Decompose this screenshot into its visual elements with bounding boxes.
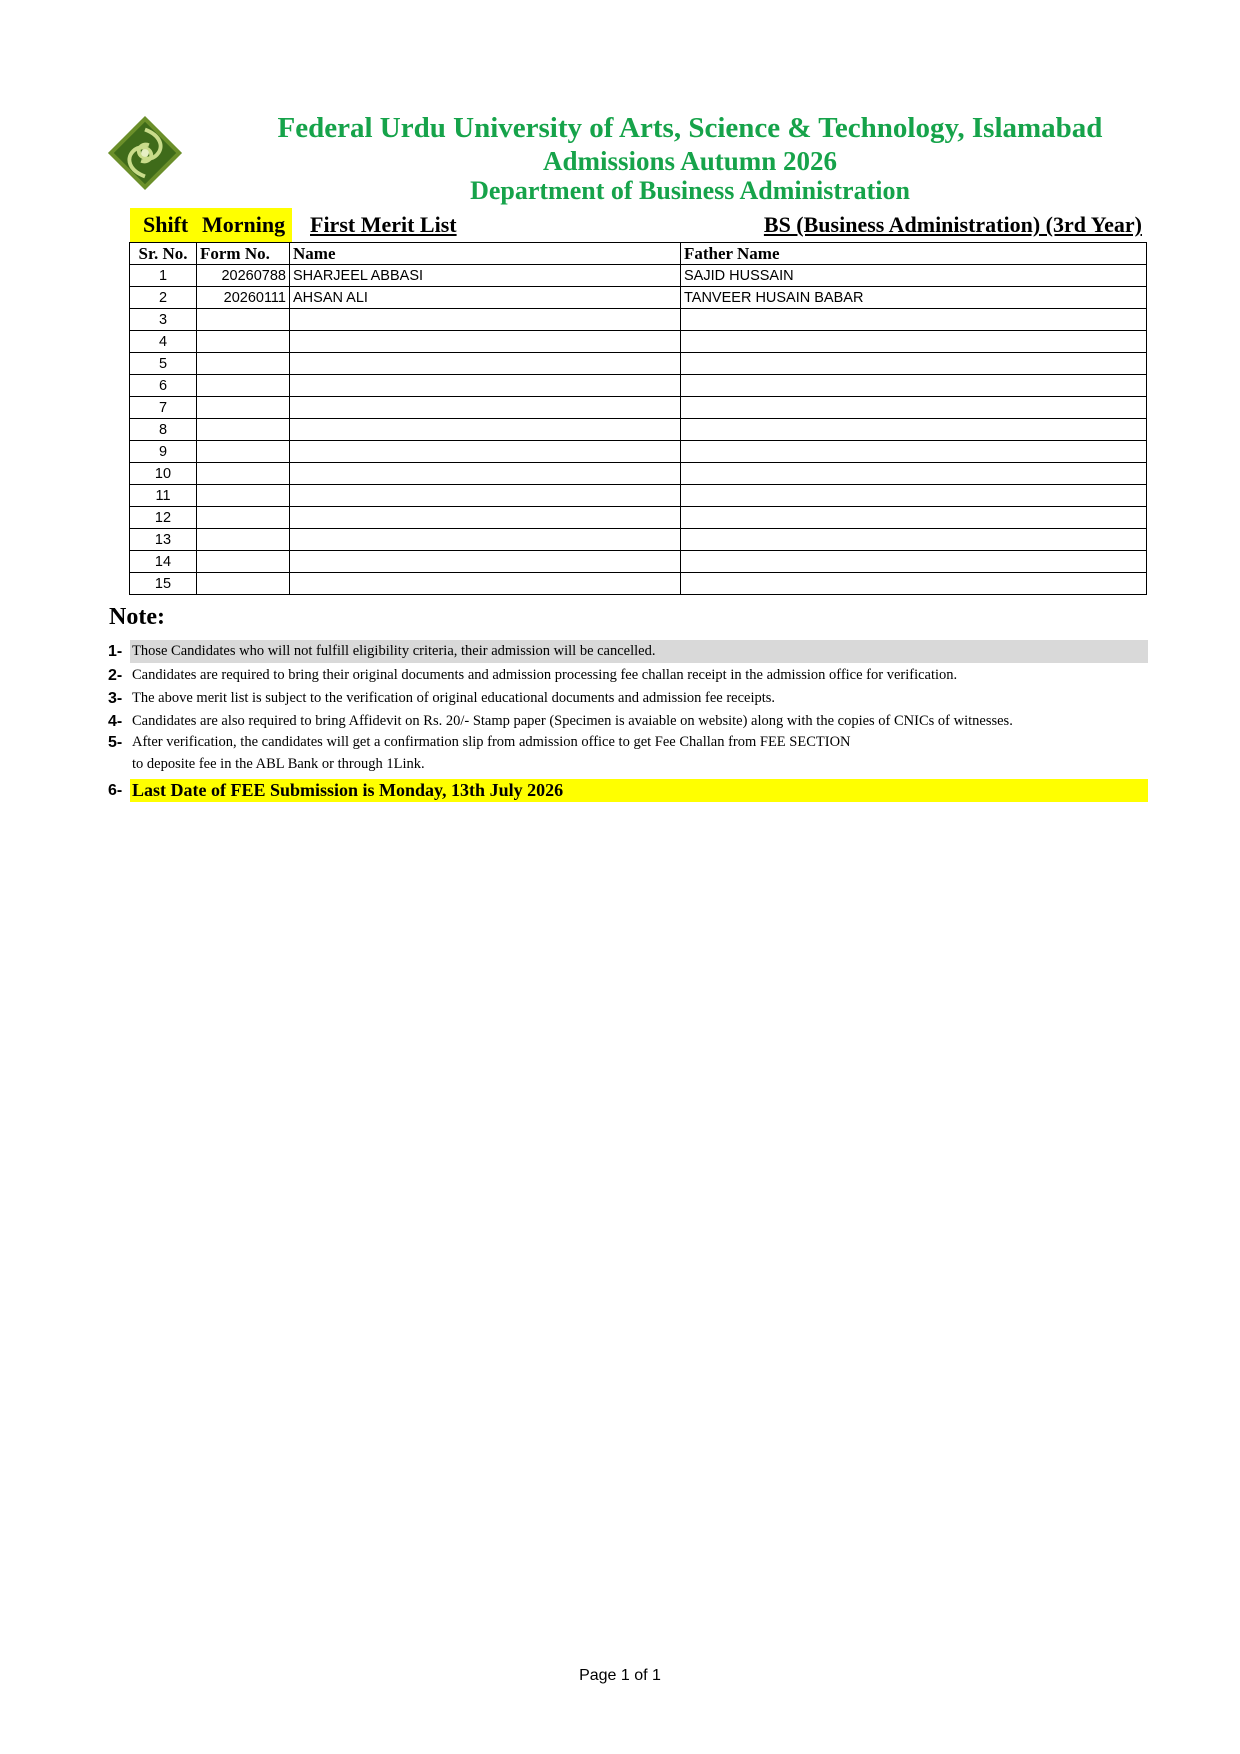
name-cell bbox=[290, 551, 681, 573]
form-no-cell bbox=[197, 419, 290, 441]
shift-box bbox=[130, 208, 292, 242]
note-item bbox=[108, 664, 1148, 687]
note-item bbox=[108, 687, 1148, 710]
note-number: 2- bbox=[108, 667, 123, 684]
father-name-cell bbox=[681, 309, 1147, 331]
father-name-cell bbox=[681, 375, 1147, 397]
sr-no-cell: 10 bbox=[130, 463, 197, 485]
form-no-cell bbox=[197, 309, 290, 331]
table-header-row bbox=[130, 243, 1147, 265]
sr-no-cell: 15 bbox=[130, 573, 197, 595]
sr-no-cell: 11 bbox=[130, 485, 197, 507]
note-text: Candidates are required to bring their original documents and admission processing fee challan receipt in the admission office for verification. bbox=[132, 667, 958, 683]
sr-no-cell: 2 bbox=[130, 287, 197, 309]
table-row bbox=[130, 265, 1147, 287]
name-cell bbox=[290, 529, 681, 551]
name-cell bbox=[290, 375, 681, 397]
form-no-cell bbox=[197, 353, 290, 375]
note-number: 3- bbox=[108, 690, 123, 707]
name-cell bbox=[290, 397, 681, 419]
father-name-cell bbox=[681, 551, 1147, 573]
name-cell bbox=[290, 441, 681, 463]
table-row bbox=[130, 529, 1147, 551]
name-cell bbox=[290, 463, 681, 485]
department-title: Department of Business Administration bbox=[470, 176, 910, 205]
father-name-cell bbox=[681, 397, 1147, 419]
father-name-cell bbox=[681, 331, 1147, 353]
note-text: Last Date of FEE Submission is Monday, 13th July 2026 bbox=[130, 779, 1148, 802]
form-no-cell bbox=[197, 463, 290, 485]
note-item bbox=[108, 731, 1148, 754]
shift-value: Morning bbox=[202, 212, 286, 237]
sr-no-cell: 14 bbox=[130, 551, 197, 573]
name-cell bbox=[290, 419, 681, 441]
father-name-cell bbox=[681, 353, 1147, 375]
form-no-cell bbox=[197, 331, 290, 353]
form-no-cell bbox=[197, 441, 290, 463]
form-no-cell bbox=[197, 375, 290, 397]
list-title: First Merit List bbox=[310, 212, 457, 237]
father-name-cell bbox=[681, 441, 1147, 463]
sr-no-cell: 7 bbox=[130, 397, 197, 419]
column-header-name: Name bbox=[290, 243, 681, 265]
sr-no-cell: 6 bbox=[130, 375, 197, 397]
table-row bbox=[130, 375, 1147, 397]
name-cell: SHARJEEL ABBASI bbox=[290, 265, 681, 287]
table-row bbox=[130, 331, 1147, 353]
form-no-cell bbox=[197, 507, 290, 529]
sr-no-cell: 3 bbox=[130, 309, 197, 331]
university-title: Federal Urdu University of Arts, Science & Technology, Islamabad bbox=[277, 112, 1103, 144]
table-row bbox=[130, 397, 1147, 419]
form-no-cell bbox=[197, 551, 290, 573]
note-text: The above merit list is subject to the verification of original educational documents and admission fee receipts. bbox=[132, 690, 776, 706]
note-item bbox=[108, 710, 1148, 733]
note-number: 5- bbox=[108, 734, 123, 751]
table-row bbox=[130, 485, 1147, 507]
note-item-deadline bbox=[108, 779, 1148, 802]
name-cell bbox=[290, 331, 681, 353]
notes-title: Note: bbox=[109, 604, 165, 630]
table-row bbox=[130, 441, 1147, 463]
admissions-title: Admissions Autumn 2026 bbox=[542, 146, 838, 176]
page-number: Page 1 of 1 bbox=[579, 1667, 661, 1684]
form-no-cell bbox=[197, 529, 290, 551]
table-row bbox=[130, 507, 1147, 529]
father-name-cell bbox=[681, 419, 1147, 441]
father-name-cell bbox=[681, 529, 1147, 551]
form-no-cell: 20260788 bbox=[197, 265, 290, 287]
father-name-cell bbox=[681, 463, 1147, 485]
table-row bbox=[130, 419, 1147, 441]
name-cell bbox=[290, 573, 681, 595]
form-no-cell bbox=[197, 397, 290, 419]
note-number: 1- bbox=[108, 643, 123, 660]
column-header-form-no: Form No. bbox=[197, 243, 290, 265]
name-cell bbox=[290, 309, 681, 331]
sr-no-cell: 8 bbox=[130, 419, 197, 441]
sr-no-cell: 12 bbox=[130, 507, 197, 529]
program-title: BS (Business Administration) (3rd Year) bbox=[763, 212, 1142, 237]
name-cell bbox=[290, 353, 681, 375]
name-cell bbox=[290, 507, 681, 529]
form-no-cell: 20260111 bbox=[197, 287, 290, 309]
form-no-cell bbox=[197, 485, 290, 507]
table-row bbox=[130, 573, 1147, 595]
sr-no-cell: 1 bbox=[130, 265, 197, 287]
column-header-father-name: Father Name bbox=[681, 243, 1147, 265]
column-header-sr-no: Sr. No. bbox=[130, 243, 197, 265]
sr-no-cell: 13 bbox=[130, 529, 197, 551]
father-name-cell bbox=[681, 573, 1147, 595]
table-row bbox=[130, 353, 1147, 375]
note-item bbox=[108, 640, 1148, 663]
table-row bbox=[130, 309, 1147, 331]
sr-no-cell: 5 bbox=[130, 353, 197, 375]
table-row bbox=[130, 551, 1147, 573]
table-row bbox=[130, 463, 1147, 485]
father-name-cell: TANVEER HUSAIN BABAR bbox=[681, 287, 1147, 309]
note-continuation: to deposite fee in the ABL Bank or through 1Link. bbox=[132, 756, 425, 772]
shift-label: Shift bbox=[143, 212, 189, 237]
name-cell: AHSAN ALI bbox=[290, 287, 681, 309]
merit-table bbox=[129, 242, 1147, 595]
note-text: Candidates are also required to bring Affidevit on Rs. 20/- Stamp paper (Specimen is avaiable on website) along with the copies of CNICs of witnesses. bbox=[132, 713, 1013, 729]
sr-no-cell: 4 bbox=[130, 331, 197, 353]
note-number: 6- bbox=[108, 782, 123, 799]
sr-no-cell: 9 bbox=[130, 441, 197, 463]
form-no-cell bbox=[197, 573, 290, 595]
note-text: After verification, the candidates will get a confirmation slip from admission office to get Fee Challan from FEE SECTION bbox=[132, 734, 851, 750]
note-text: Those Candidates who will not fulfill eligibility criteria, their admission will be cancelled. bbox=[130, 640, 1148, 663]
note-number: 4- bbox=[108, 713, 123, 730]
table-row bbox=[130, 287, 1147, 309]
father-name-cell bbox=[681, 507, 1147, 529]
father-name-cell bbox=[681, 485, 1147, 507]
name-cell bbox=[290, 485, 681, 507]
father-name-cell: SAJID HUSSAIN bbox=[681, 265, 1147, 287]
